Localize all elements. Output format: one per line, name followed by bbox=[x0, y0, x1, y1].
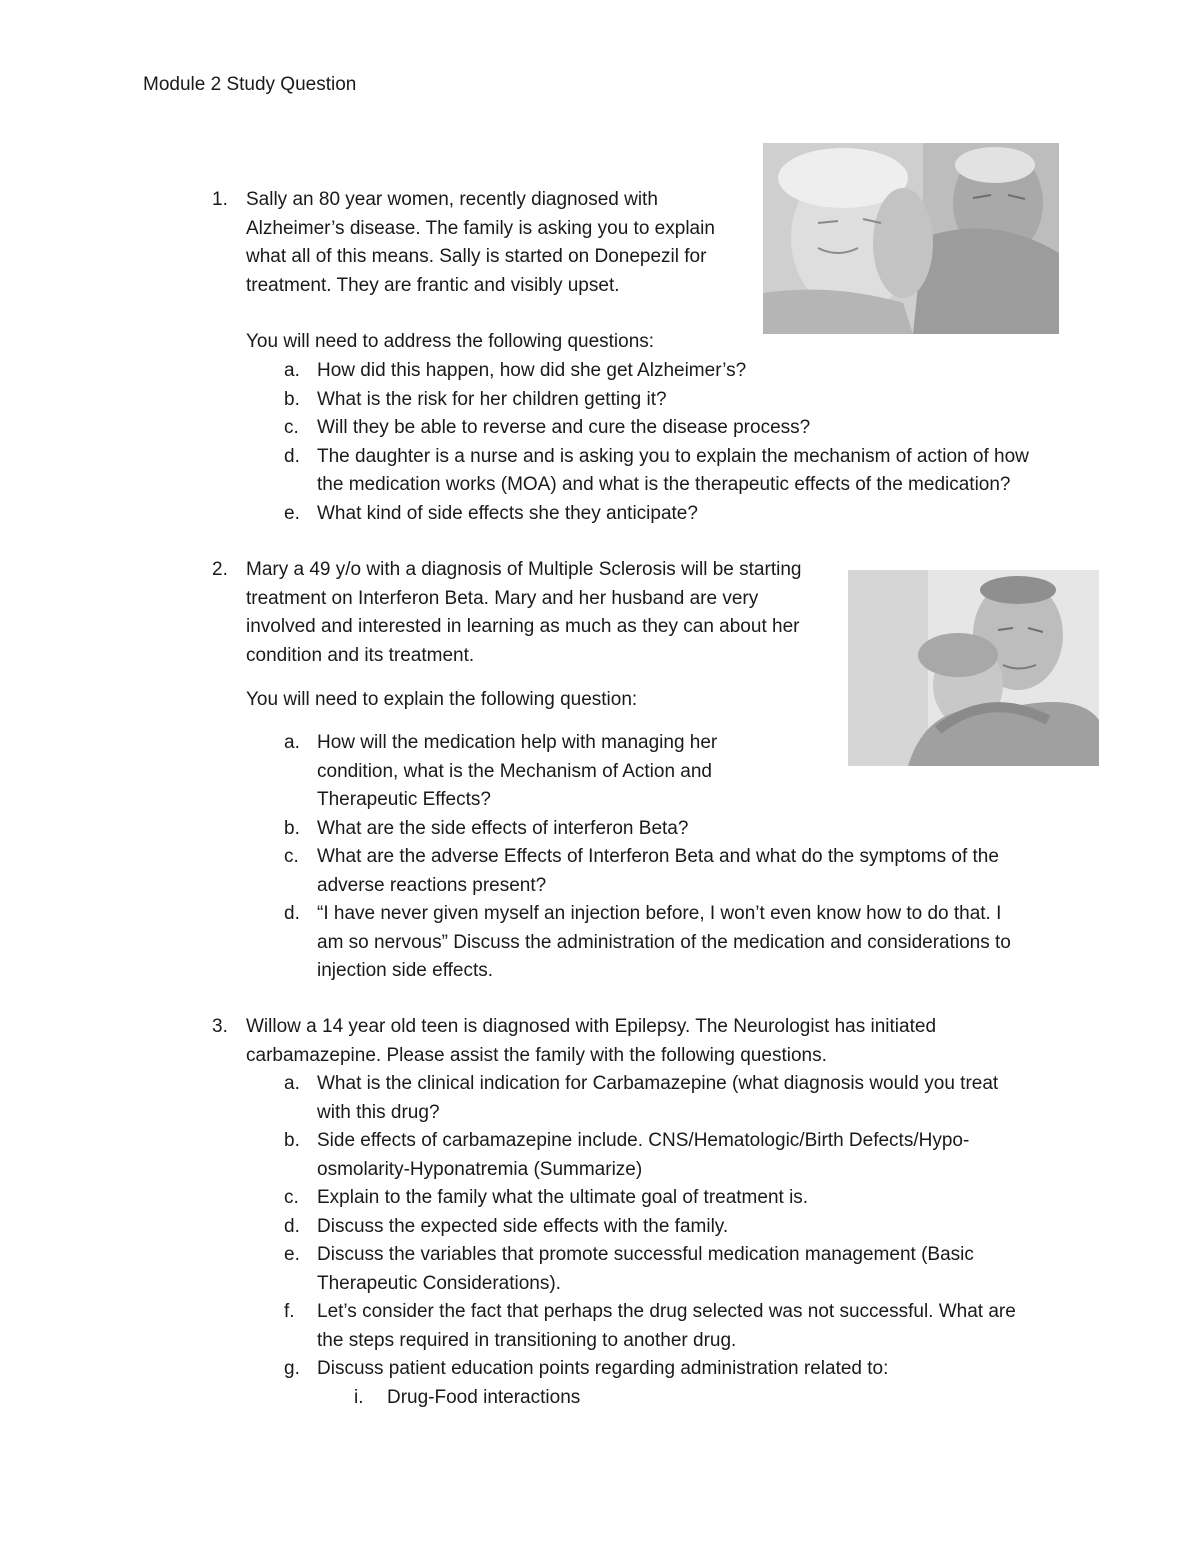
item-letter: a. bbox=[284, 360, 300, 381]
item-line: Explain to the family what the ultimate goal of treatment is. bbox=[317, 1187, 809, 1208]
item-letter: a. bbox=[284, 1073, 300, 1094]
list-item bbox=[284, 500, 1029, 529]
sub-item-text: Drug-Food interactions bbox=[387, 1386, 581, 1408]
item-line: osmolarity-Hyponatremia (Summarize) bbox=[317, 1158, 643, 1180]
question-1-line: what all of this means. Sally is started on Donepezil for bbox=[246, 246, 707, 267]
question-1-number: 1. bbox=[212, 189, 228, 210]
item-letter: c. bbox=[284, 417, 299, 438]
question-2-line: involved and interested in learning as much as they can about her bbox=[246, 616, 800, 637]
item-line: What is the clinical indication for Carbamazepine (what diagnosis would you treat bbox=[317, 1073, 999, 1094]
item-letter: c. bbox=[284, 846, 299, 867]
item-letter: f. bbox=[284, 1301, 295, 1322]
item-line: the medication works (MOA) and what is the therapeutic effects of the medication? bbox=[317, 474, 1011, 495]
item-line: Therapeutic Effects? bbox=[317, 789, 491, 810]
question-1-line: Sally an 80 year women, recently diagnosed with bbox=[246, 189, 658, 210]
item-letter: g. bbox=[284, 1358, 300, 1379]
list-item bbox=[284, 414, 1029, 443]
list-item bbox=[284, 900, 1011, 986]
item-line: What are the adverse Effects of Interferon Beta and what do the symptoms of the bbox=[317, 846, 999, 867]
item-line: Will they be able to reverse and cure the disease process? bbox=[317, 417, 811, 438]
list-item bbox=[284, 443, 1029, 500]
item-letter: d. bbox=[284, 903, 300, 924]
question-3-number: 3. bbox=[212, 1016, 228, 1037]
sub-list-item bbox=[354, 1384, 1016, 1413]
question-1-intro: You will need to address the following questions: bbox=[246, 331, 655, 352]
item-letter: d. bbox=[284, 1215, 300, 1237]
item-line: Discuss patient education points regarding administration related to: bbox=[317, 1358, 889, 1379]
item-line: Discuss the variables that promote successful medication management (Basic bbox=[317, 1244, 974, 1265]
item-line: with this drug? bbox=[317, 1101, 440, 1123]
question-2-text bbox=[246, 556, 801, 670]
item-line: How did this happen, how did she get Alzheimer’s? bbox=[317, 360, 747, 381]
item-letter: c. bbox=[284, 1187, 299, 1208]
list-item bbox=[284, 843, 1011, 900]
page-title: Module 2 Study Question bbox=[143, 74, 357, 95]
item-line: How will the medication help with managing her bbox=[317, 732, 718, 753]
item-line: What is the risk for her children getting it? bbox=[317, 388, 667, 410]
item-line: The daughter is a nurse and is asking you to explain the mechanism of action of how bbox=[317, 445, 1029, 467]
question-2-line: treatment on Interferon Beta. Mary and her husband are very bbox=[246, 587, 759, 609]
elderly-couple-photo bbox=[763, 143, 1059, 334]
item-line: Let’s consider the fact that perhaps the drug selected was not successful. What are bbox=[317, 1301, 1016, 1322]
question-2-list bbox=[284, 729, 1011, 986]
question-3-line: carbamazepine. Please assist the family with the following questions. bbox=[246, 1044, 827, 1066]
item-line: condition, what is the Mechanism of Action and bbox=[317, 760, 713, 782]
question-2-line: Mary a 49 y/o with a diagnosis of Multiple Sclerosis will be starting bbox=[246, 559, 802, 580]
question-3-list bbox=[284, 1070, 1016, 1412]
question-3-text bbox=[246, 1013, 936, 1070]
question-2-intro: You will need to explain the following question: bbox=[246, 689, 638, 710]
list-item bbox=[284, 357, 1029, 386]
list-item bbox=[284, 1184, 1016, 1213]
list-item bbox=[284, 1070, 1016, 1127]
item-line: Therapeutic Considerations). bbox=[317, 1272, 561, 1294]
item-line: What are the side effects of interferon Beta? bbox=[317, 817, 689, 839]
item-letter: b. bbox=[284, 817, 300, 839]
item-line: adverse reactions present? bbox=[317, 874, 547, 896]
item-letter: e. bbox=[284, 1244, 300, 1265]
item-letter: e. bbox=[284, 502, 300, 524]
item-line: “I have never given myself an injection before, I won’t even know how to do that. I bbox=[317, 903, 1002, 924]
list-item bbox=[284, 729, 1011, 815]
list-item bbox=[284, 1355, 1016, 1384]
item-line: am so nervous” Discuss the administration of the medication and considerations to bbox=[317, 931, 1011, 953]
question-2-line: condition and its treatment. bbox=[246, 644, 475, 666]
list-item bbox=[284, 1298, 1016, 1355]
question-2-number: 2. bbox=[212, 559, 228, 580]
sub-item-numeral: i. bbox=[354, 1386, 364, 1408]
question-1-list bbox=[284, 357, 1029, 528]
list-item bbox=[284, 1213, 1016, 1242]
item-line: What kind of side effects she they anticipate? bbox=[317, 502, 698, 524]
item-letter: b. bbox=[284, 388, 300, 410]
question-3-line: Willow a 14 year old teen is diagnosed with Epilepsy. The Neurologist has initiated bbox=[246, 1016, 937, 1037]
list-item bbox=[284, 386, 1029, 415]
question-1-line: Alzheimer’s disease. The family is asking you to explain bbox=[246, 217, 715, 239]
question-1-line: treatment. They are frantic and visibly upset. bbox=[246, 274, 620, 296]
item-line: Side effects of carbamazepine include. CNS/Hematologic/Birth Defects/Hypo- bbox=[317, 1130, 970, 1151]
list-item bbox=[284, 1241, 1016, 1298]
item-letter: d. bbox=[284, 445, 300, 467]
list-item bbox=[284, 815, 1011, 844]
item-letter: b. bbox=[284, 1130, 300, 1151]
question-1-text bbox=[246, 186, 715, 300]
item-line: the steps required in transitioning to another drug. bbox=[317, 1329, 737, 1351]
list-item bbox=[284, 1127, 1016, 1184]
item-line: Discuss the expected side effects with the family. bbox=[317, 1215, 729, 1237]
item-line: injection side effects. bbox=[317, 960, 494, 981]
item-letter: a. bbox=[284, 732, 300, 753]
